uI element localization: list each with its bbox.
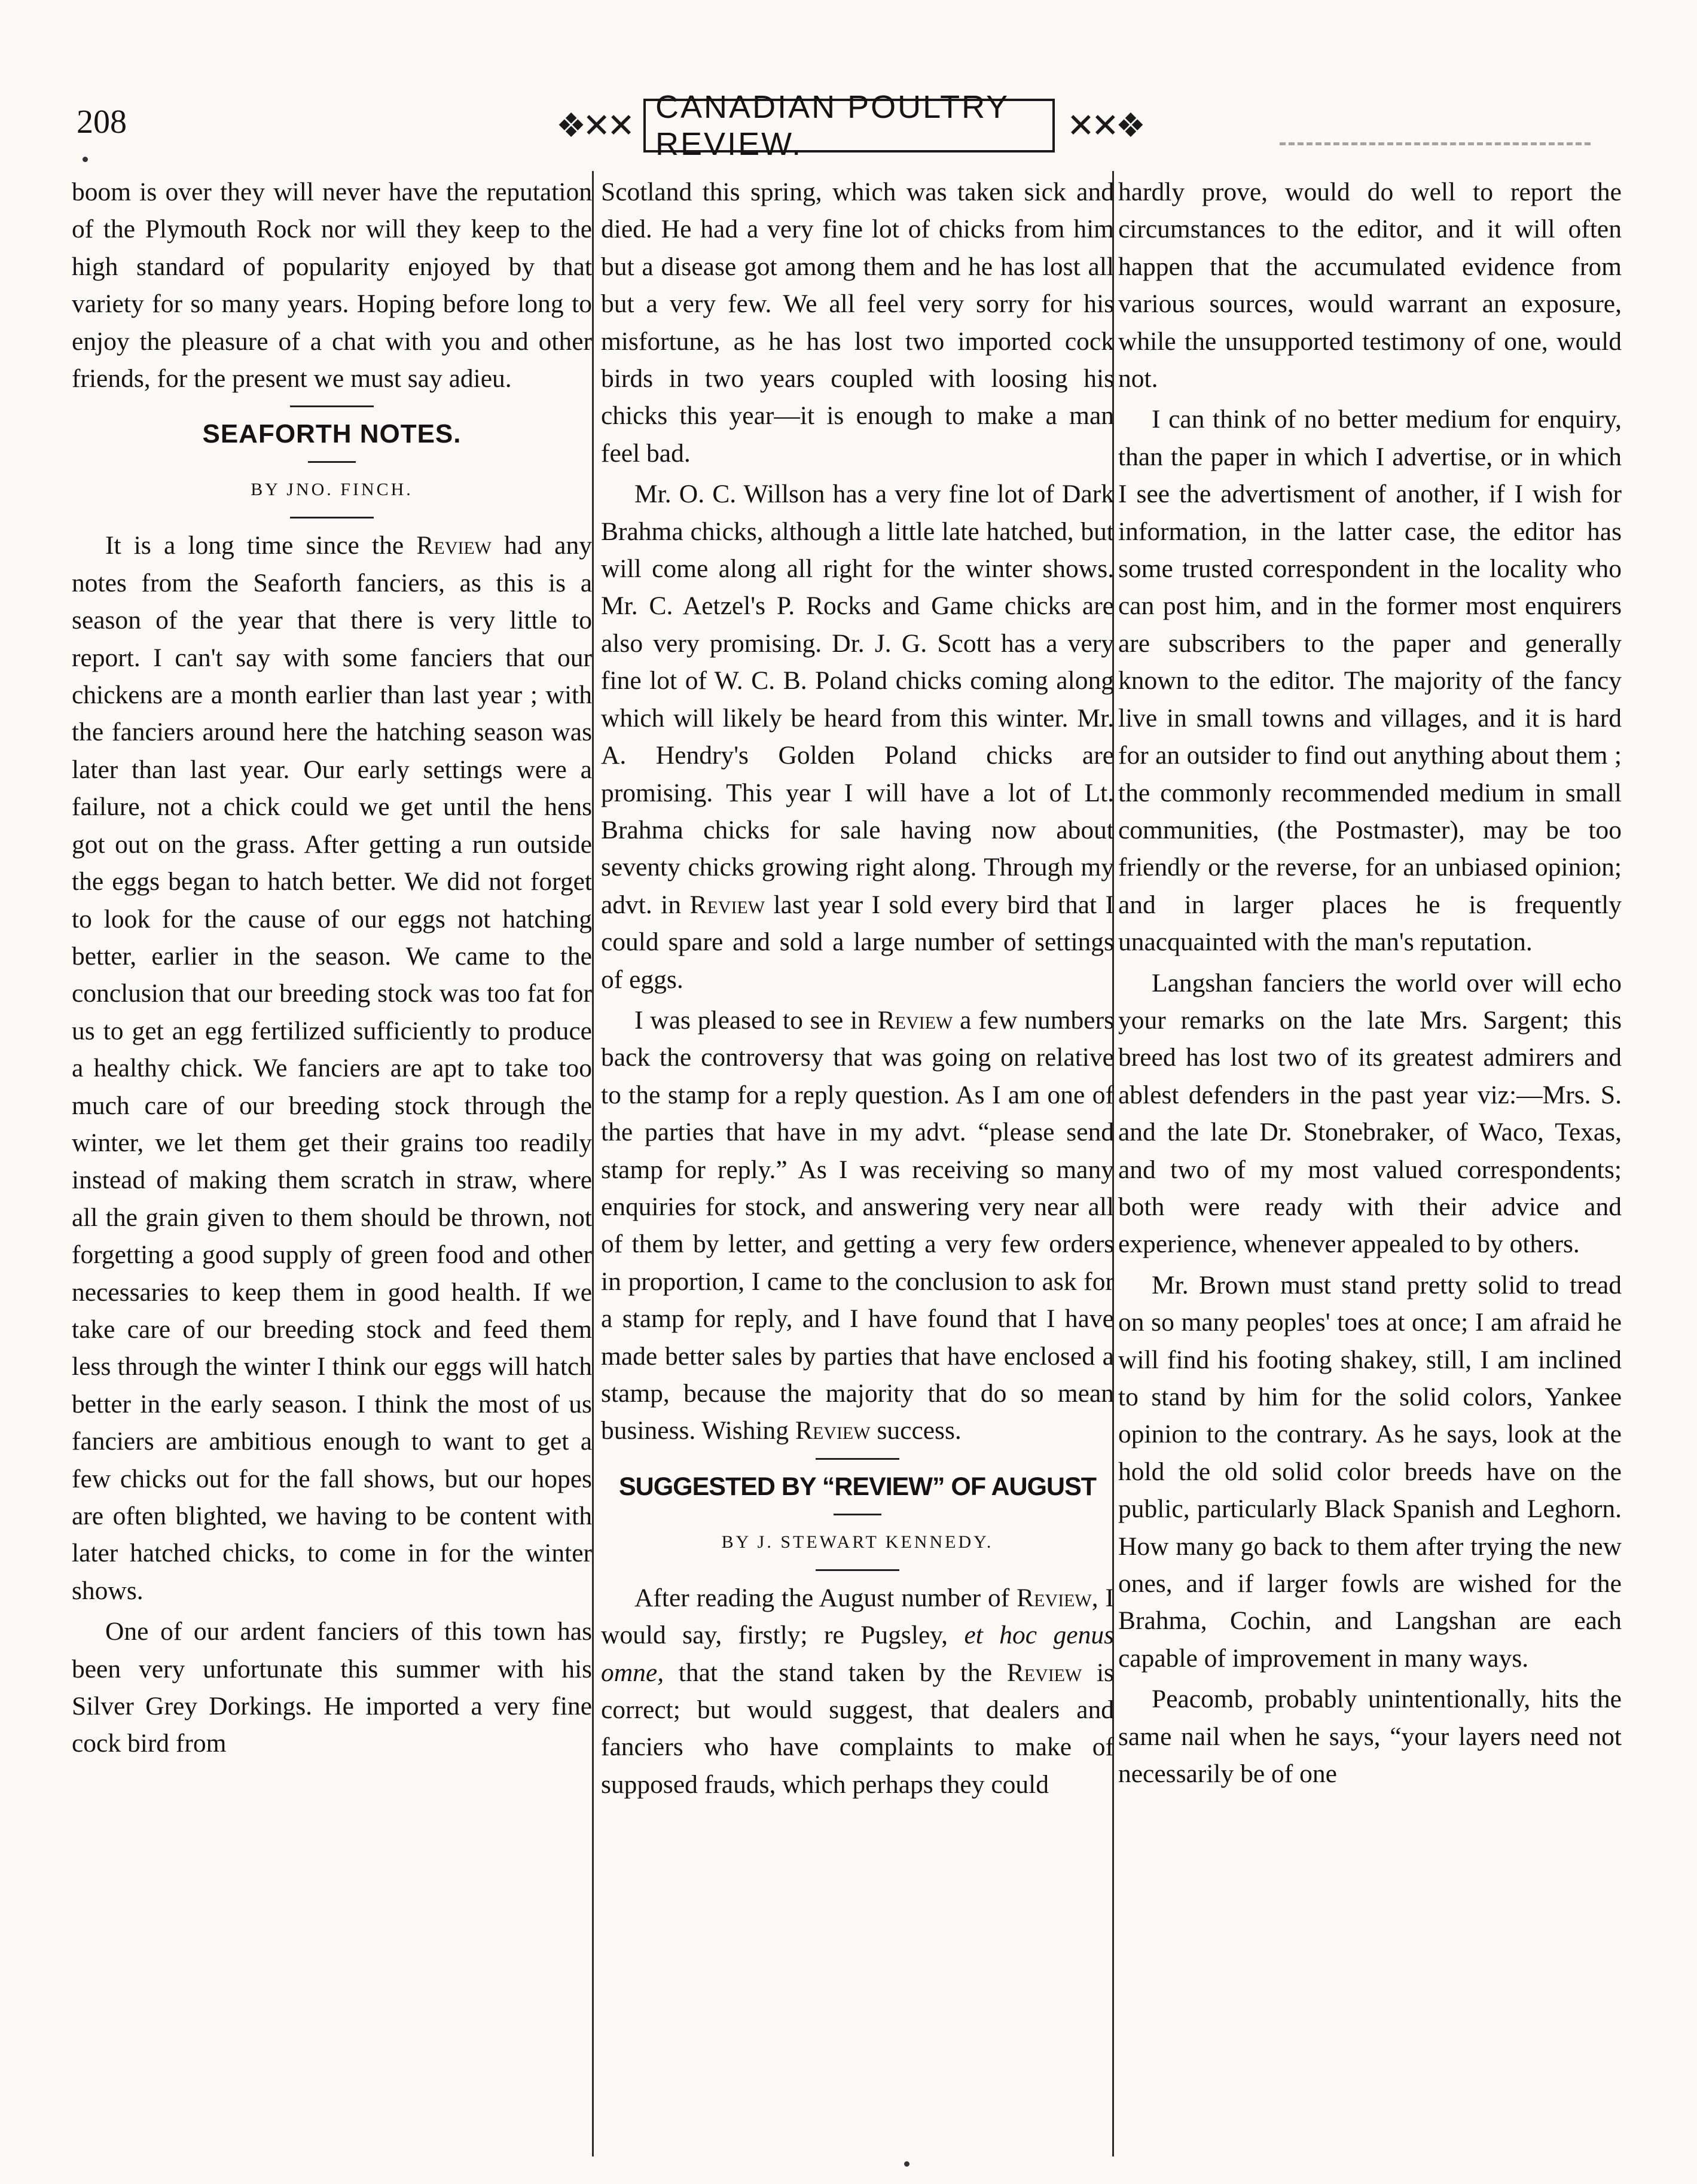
paragraph: boom is over they will never have the reputation of the Plymouth Rock nor will they keep to the high standard of popularity enjoyed by that variety for so many years. Hoping before long to enjoy the pleasure of a chat with you and other friends, for the present we must say adieu.	[72, 178, 592, 394]
ornament-left-icon: ❖✕✕	[556, 107, 632, 145]
page-number: 208	[77, 103, 127, 141]
section-rule	[308, 461, 356, 463]
review-name: Review	[795, 1416, 871, 1445]
text-run: that the stand taken by the	[664, 1658, 1007, 1687]
ink-speck	[904, 2161, 909, 2167]
masthead	[556, 84, 1142, 167]
paragraph: Peacomb, probably unintentionally, hits the same nail when he says, “your layers need not necessarily be of one	[1118, 1685, 1622, 1789]
paragraph	[601, 475, 1114, 998]
text-run: last year I sold every bird that I could spare and sold a large number of settings of eggs.	[601, 890, 1114, 994]
section-rule	[834, 1514, 881, 1515]
text-run: I was pleased to see in	[634, 1005, 878, 1035]
paragraph: hardly prove, would do well to report the circumstances to the editor, and it will often happen that the accumulated evidence from various sources, would warrant an exposure, while the unsupported testimony of one, would not.	[1118, 178, 1622, 394]
article-heading: SUGGESTED BY “REVIEW” OF AUGUST	[618, 1472, 1097, 1501]
text-run: is correct; but would suggest, that dealers and fanciers who have complaints to make of supposed frauds, which perhaps they could	[601, 1658, 1114, 1799]
article-heading: SEAFORTH NOTES.	[202, 419, 462, 449]
text-run: Mr. O. C. Willson has a very fine lot of Dark Brahma chicks, although a little late hatched, but will come along all right for the winter shows. Mr. C. Aetzel's P. Rocks and Game chicks are also very promising. Dr. J. G. Scott has a very fine lot of W. C. B. Poland chicks coming along which will likely be heard from this winter. Mr. A. Hendry's Golden Poland chicks are promising. This year I will have a lot of Lt. Brahma chicks for sale having now about seventy chicks growing right along. Through my advt. in	[601, 480, 1114, 919]
masthead-title-box	[643, 89, 1055, 162]
section-rule	[816, 1458, 899, 1460]
section-rule	[290, 405, 374, 407]
paragraph	[601, 1002, 1114, 1450]
ornament-right-icon: ✕✕❖	[1066, 107, 1142, 145]
article-byline: BY JNO. FINCH.	[251, 480, 413, 500]
review-name: Review	[1017, 1583, 1092, 1612]
text-run: , I would say, firstly; re Pugsley,	[601, 1583, 1114, 1650]
text-run: It is a long time since the	[105, 531, 417, 560]
paragraph	[601, 1579, 1114, 1803]
header-dashed-rule	[1280, 142, 1591, 149]
section-rule	[816, 1569, 899, 1571]
page-header	[0, 0, 1697, 179]
review-name: Review	[1006, 1658, 1082, 1687]
text-run: After reading the August number of	[634, 1583, 1017, 1612]
column-divider	[592, 171, 594, 2156]
section-rule	[290, 517, 374, 518]
paragraph: Scotland this spring, which was taken sick and died. He had a very fine lot of chicks from him but a disease got among them and he has lost all but a very few. We all feel very sorry for his misfortune, as he has lost two imported cock birds in two years coupled with loosing his chicks this year—it is enough to make a man feel bad.	[601, 178, 1114, 468]
column-1	[72, 173, 592, 2159]
text-run: had any notes from the Seaforth fanciers, as this is a season of the year that there is very little to report. I can't say with some fanciers that our chickens are a month earlier than last year ; with the fanciers around here the hatching season was later than last year. Our early settings were a failure, not a chick could we get until the hens got out on the grass. After getting a run outside the eggs began to hatch better. We did not forget to look for the cause of our eggs not hatching better, earlier in the season. We came to the conclusion that our breeding stock was too fat for us to get an egg fertilized sufficiently to produce a healthy chick. We fanciers are apt to take too much care of our breeding stock through the winter, we let them get their grains too readily instead of making them scratch in straw, where all the grain given to them should be thrown, not forgetting a good supply of green food and other necessaries to keep them in good health. If we take care of our breeding stock and feed them less through the winter I think our eggs will hatch better in the early season. I think the most of us fanciers are ambitious enough to want to get a few chicks out for the fall shows, but our hopes are often blighted, we having to be content with later hatched chicks, to come in for the winter shows.	[72, 531, 592, 1605]
paragraph: Langshan fanciers the world over will echo your remarks on the late Mrs. Sargent; this breed has lost two of its greatest admirers and ablest defenders in the past year viz:—Mrs. S. and the late Dr. Stonebraker, of Waco, Texas, and two of my most valued correspondents; both were ready with their advice and experience, whenever appealed to by others.	[1118, 968, 1622, 1259]
paragraph	[72, 527, 592, 1609]
journal-title: CANADIAN POULTRY REVIEW.	[655, 89, 1009, 162]
review-name: Review	[877, 1005, 953, 1035]
latin-phrase: et hoc genus omne,	[601, 1621, 1114, 1687]
review-name: Review	[689, 890, 765, 919]
text-run: a few numbers back the controversy that was going on relative to the stamp for a reply question. As I am one of the parties that have in my advt. “please send stamp for reply.” As I was receiving so many enquiries for stock, and answering very near all of them by letter, and getting a very few orders in proportion, I came to the conclusion to ask for a stamp for reply, and I have found that I have made better sales by parties that have enclosed a stamp, because the majority that do so mean business. Wishing	[601, 1005, 1114, 1445]
text-run: success.	[870, 1416, 962, 1445]
paragraph: I can think of no better medium for enquiry, than the paper in which I advertise, or in which I see the advertisment of another, if I wish for information, in the latter case, the editor has some trusted correspondent in the locality who can post him, and in the former most enquirers are subscribers to the paper and generally known to the editor. The majority of the fancy live in small towns and villages, and it is hard for an outsider to find out anything about them ; the commonly recommended medium in small communities, (the Postmaster), may be too friendly or the reverse, for an unbiased opinion; and in larger places he is frequently unacquainted with the man's reputation.	[1118, 405, 1622, 957]
column-2	[601, 173, 1114, 2159]
paragraph: Mr. Brown must stand pretty solid to tread on so many peoples' toes at once; I am afraid he will find his footing shakey, still, I am inclined to stand by him for the solid colors, Yankee opinion to the contrary. As he says, look at the hold the old solid color breeds have on the public, particularly Black Spanish and Leghorn. How many go back to them after trying the new ones, and if larger fowls are wished for the Brahma, Cochin, and Langshan are each capable of improvement in many ways.	[1118, 1270, 1622, 1673]
column-3	[1118, 173, 1622, 2159]
ink-speck	[83, 157, 88, 162]
review-name: Review	[416, 531, 492, 560]
article-byline: BY J. STEWART KENNEDY.	[721, 1532, 994, 1552]
paragraph: One of our ardent fanciers of this town has been very unfortunate this summer with his Silver Grey Dorkings. He imported a very fine cock bird from	[72, 1617, 592, 1758]
